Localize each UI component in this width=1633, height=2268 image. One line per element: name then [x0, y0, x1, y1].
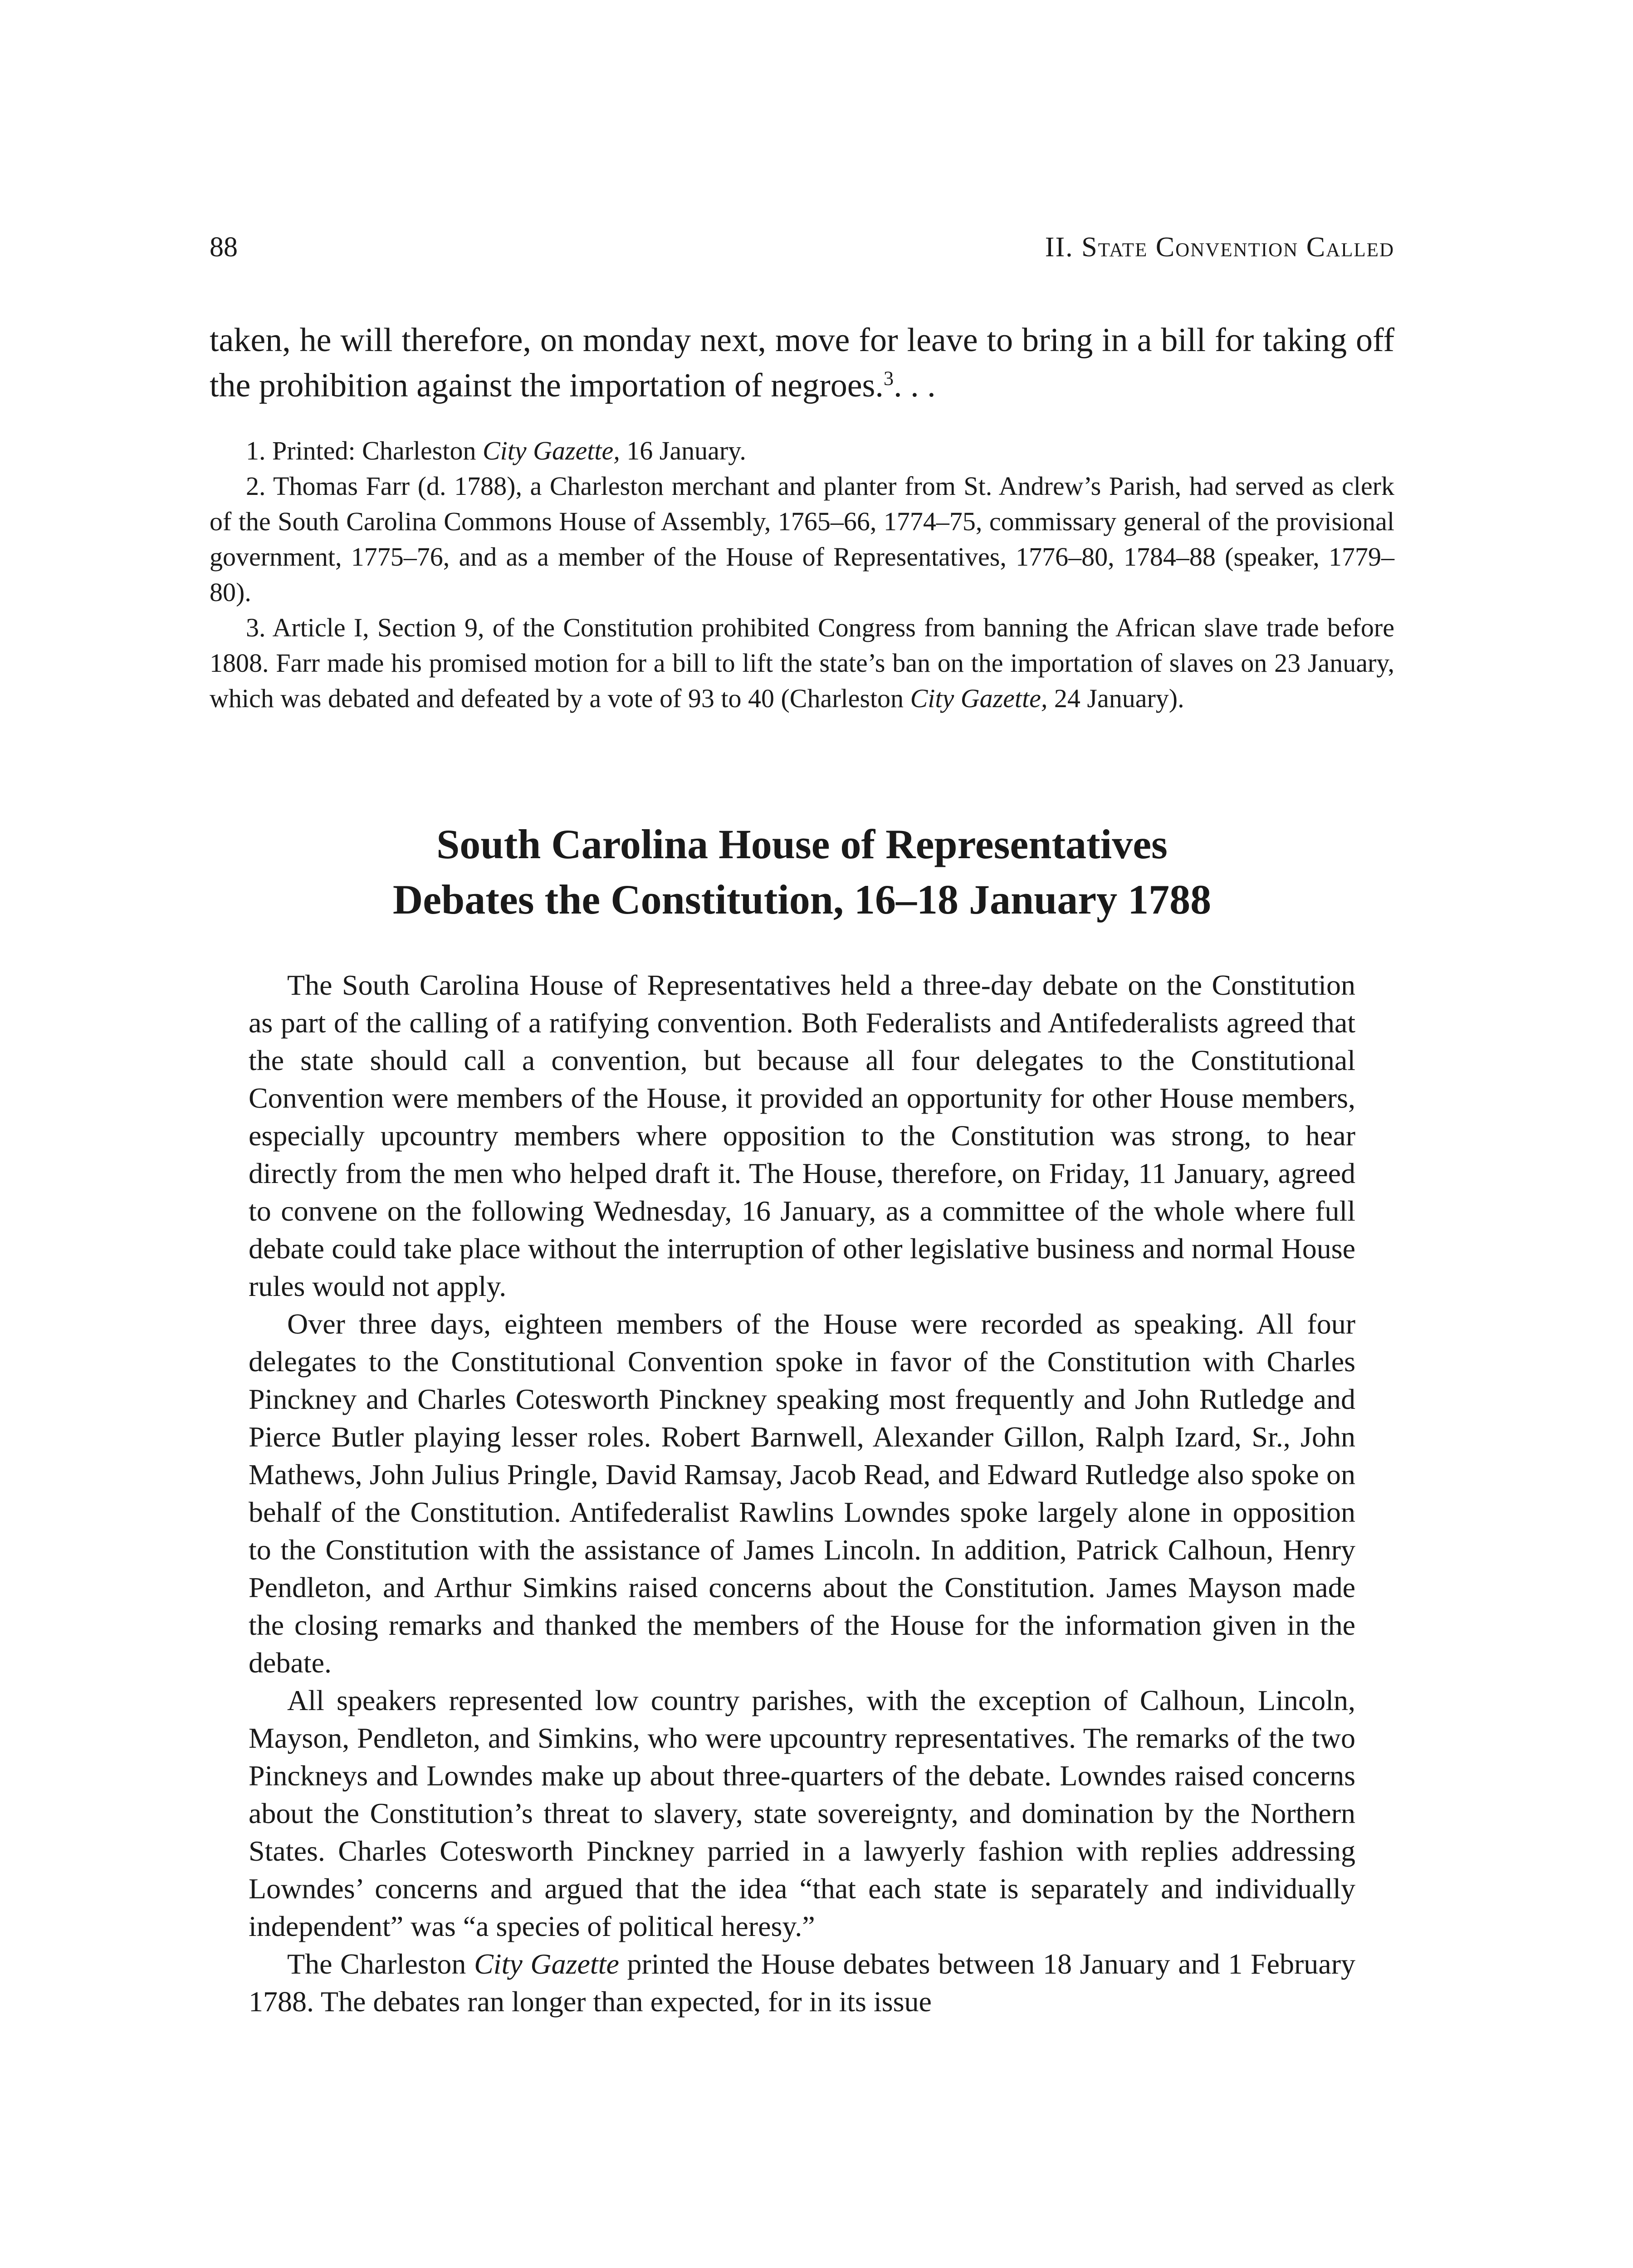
footnote-text: 24 January). [1047, 684, 1184, 713]
heading-line-2: Debates the Constitution, 16–18 January 1788 [392, 876, 1212, 923]
footnote-italic: City Gazette, [910, 684, 1048, 713]
footnote-text: Printed: Charleston [272, 436, 483, 465]
footnote-text: 16 January. [620, 436, 746, 465]
headnote-italic: City Gazette [474, 1948, 619, 1980]
headnote-paragraph-2: Over three days, eighteen members of the House were recorded as speaking. All four delegates to the Constitutional Convention spoke in favor of the Constitution with Charles Pinckney and Charles Cotesworth Pinckney speaking most frequently and John Rutledge and Pierce Butler playing lesser roles. Robert Barnwell, Alexander Gillon, Ralph Izard, Sr., John Mathews, John Julius Pringle, David Ramsay, Jacob Read, and Edward Rutledge also spoke on behalf of the Constitution. Antifederalist Rawlins Lowndes spoke largely alone in opposition to the Constitution with the assistance of James Lincoln. In addition, Patrick Calhoun, Henry Pendleton, and Arthur Simkins raised concerns about the Constitution. James Mayson made the closing remarks and thanked the members of the House for the information given in the debate. [249, 1308, 1355, 1679]
headnote-text: printed the House debates between 18 January and 1 February 1788. The debates ran longer than expected, for in its issue [249, 1948, 1356, 2018]
continued-paragraph [210, 318, 1394, 408]
heading-line-1: South Carolina House of Representatives [436, 821, 1168, 867]
footnote-2 [210, 469, 1394, 610]
headnote-paragraph-3: All speakers represented low country parishes, with the exception of Calhoun, Lincoln, Mayson, Pendleton, and Simkins, who were upcountry representatives. The remarks of the two Pinckneys and Lowndes make up about three-quarters of the debate. Lowndes raised concerns about the Constitution’s threat to slavery, state sovereignty, and domination by the Northern States. Charles Cotesworth Pinckney parried in a lawyerly fashion with replies addressing Lowndes’ concerns and argued that the idea “that each state is separately and individually independent” was “a species of political heresy.” [249, 1684, 1355, 1942]
headnote-text: The Charleston [287, 1948, 474, 1980]
footnotes [210, 433, 1394, 716]
footnote-number: 2. [246, 471, 266, 501]
continued-text [210, 318, 1394, 408]
continued-text-body: taken, he will therefore, on monday next, move for leave to bring in a bill for taking off the prohibition against the importation of negroes. [210, 322, 1394, 404]
footnote-italic: City Gazette, [482, 436, 620, 465]
document-heading [210, 816, 1394, 927]
headnote-paragraph-1: The South Carolina House of Representatives held a three-day debate on the Constitution as part of the calling of a ratifying convention. Both Federalists and Antifederalists agreed that the state should call a convention, but because all four delegates to the Constitutional Convention were members of the House, it provided an opportunity for other House members, especially upcountry members where opposition to the Constitution was strong, to hear directly from the men who helped draft it. The House, therefore, on Friday, 11 January, agreed to convene on the following Wednesday, 16 January, as a committee of the whole where full debate could take place without the interruption of other legislative business and normal House rules would not apply. [249, 969, 1355, 1302]
note-reference: 3 [883, 367, 894, 390]
footnote-text: Thomas Farr (d. 1788), a Charleston merchant and planter from St. Andrew’s Parish, had served as clerk of the South Carolina Commons House of Assembly, 1765–66, 1774–75, commissary general of the provisional government, 1775–76, and as a member of the House of Representatives, 1776–80, 1784–88 (speaker, 1779–80). [210, 471, 1394, 607]
footnote-1 [210, 433, 1394, 469]
footnote-number: 1. [246, 436, 266, 465]
footnote-number: 3. [246, 613, 266, 642]
section-title: II. State Convention Called [1045, 232, 1394, 263]
headnote-paragraph-4 [249, 1945, 1355, 2020]
headnote [249, 966, 1355, 2020]
footnote-text: Article I, Section 9, of the Constitution prohibited Congress from banning the African slave trade before 1808. Farr made his promised motion for a bill to lift the state’s ban on the importation of slaves on 23 January, which was debated and defeated by a vote of 93 to 40 (Charleston [210, 613, 1394, 713]
ellipsis: . . . [894, 367, 936, 404]
page-number: 88 [210, 232, 238, 263]
running-head [210, 227, 1394, 268]
footnote-3 [210, 610, 1394, 716]
